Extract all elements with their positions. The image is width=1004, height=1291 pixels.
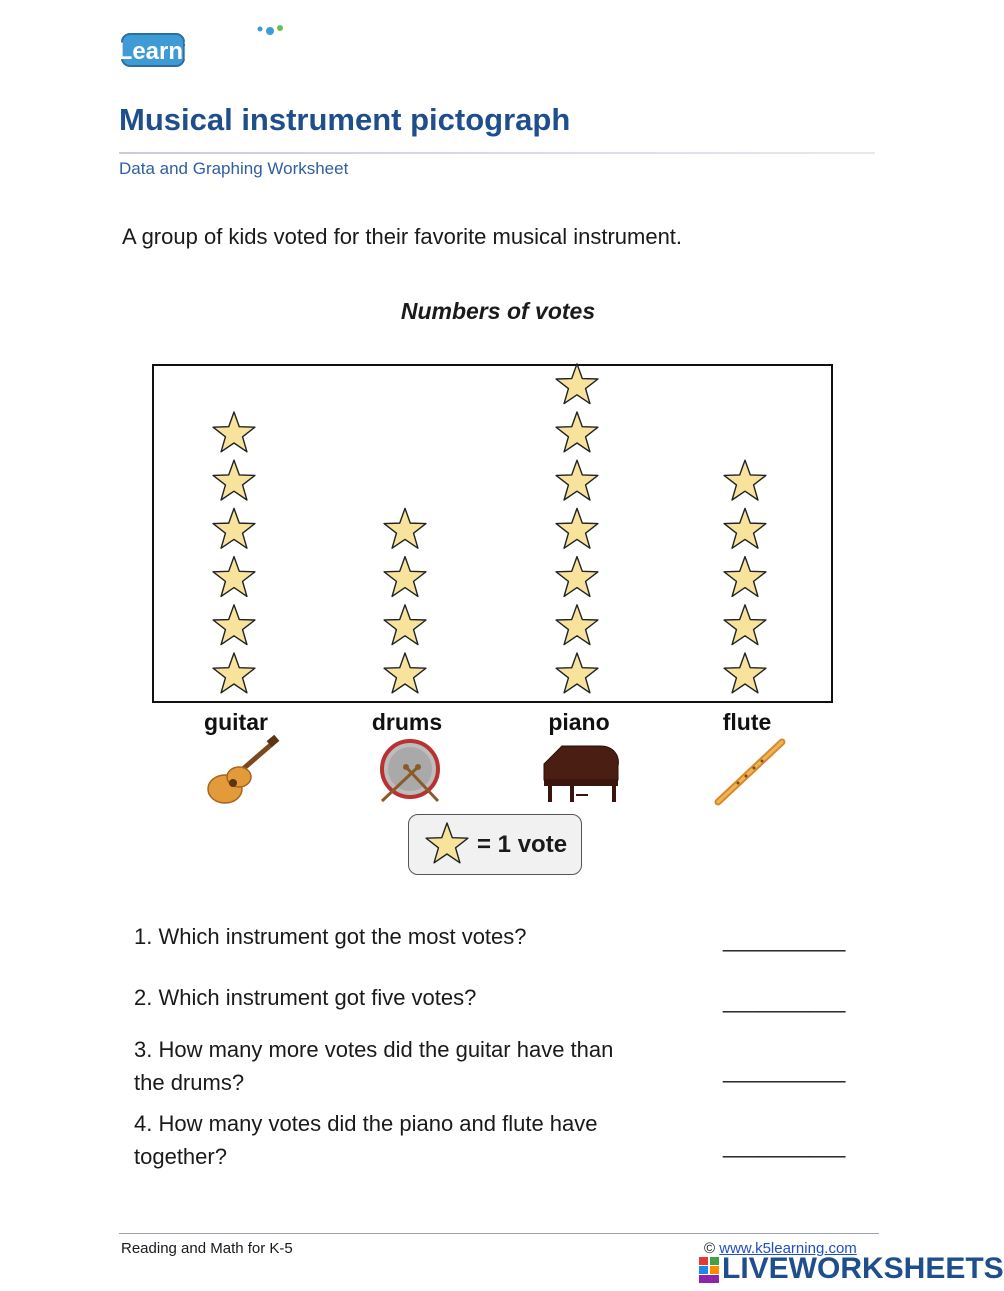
answer-blank-1[interactable]: __________ [723, 927, 846, 952]
star-icon-flute [724, 557, 766, 597]
question-text-line: together? [134, 1144, 227, 1169]
category-label-flute: flute [722, 709, 772, 735]
website-link[interactable]: www.k5learning.com [719, 1240, 857, 1257]
question-text-line: 1. Which instrument got the most votes? [134, 924, 527, 949]
star-icon-piano [556, 557, 598, 597]
star-icon-piano [556, 605, 598, 645]
key-star-icon [424, 822, 470, 868]
question-text-line: 4. How many votes did the piano and flute have [134, 1111, 598, 1136]
flute-icon [718, 742, 782, 802]
chart-title: Numbers of votes [400, 298, 596, 324]
star-icon-drums [384, 653, 426, 693]
star-icon-piano [556, 460, 598, 500]
footer-divider [119, 1233, 879, 1234]
chart-frame [153, 365, 832, 702]
liveworksheets-brand: LIVEWORKSHEETS [722, 1252, 1004, 1285]
star-icon-drums [384, 605, 426, 645]
star-icon-guitar [213, 412, 255, 452]
drum-icon [382, 741, 438, 801]
answer-blank-2[interactable]: __________ [723, 988, 846, 1013]
question-2 [134, 981, 476, 1014]
logo-text: K5Learning [86, 38, 220, 65]
star-icon-guitar [213, 653, 255, 693]
category-label-drums: drums [371, 709, 443, 735]
question-1 [134, 920, 527, 953]
copyright-symbol: © [704, 1240, 716, 1257]
footer-tagline: Reading and Math for K-5 [121, 1240, 293, 1257]
page-title: Musical instrument pictograph [119, 102, 571, 137]
star-icon-guitar [213, 557, 255, 597]
page-subtitle: Data and Graphing Worksheet [119, 159, 349, 178]
question-4 [134, 1107, 598, 1173]
star-icon-flute [724, 653, 766, 693]
intro-text: A group of kids voted for their favorite musical instrument. [122, 224, 683, 249]
star-icon-flute [724, 508, 766, 548]
question-text-line: the drums? [134, 1070, 245, 1095]
star-icon-guitar [213, 605, 255, 645]
star-icon-flute [724, 460, 766, 500]
answer-blank-4[interactable]: __________ [723, 1133, 846, 1158]
star-icon-guitar [213, 460, 255, 500]
star-icon-piano [556, 364, 598, 404]
question-text-line: 2. Which instrument got five votes? [134, 985, 477, 1010]
k5-learning-logo [86, 22, 335, 72]
star-icon-drums [384, 557, 426, 597]
answer-blank-3[interactable]: __________ [723, 1058, 846, 1083]
category-label-piano: piano [548, 709, 610, 735]
star-icon-guitar [213, 508, 255, 548]
star-icon-piano [556, 412, 598, 452]
question-3 [134, 1033, 613, 1099]
question-text-line: 3. How many more votes did the guitar have than [134, 1037, 614, 1062]
title-divider [119, 152, 875, 154]
star-icon-flute [724, 605, 766, 645]
liveworksheets-logo-icon [698, 1256, 720, 1284]
guitar-icon [208, 735, 279, 803]
star-icon-piano [556, 653, 598, 693]
star-icon-drums [384, 508, 426, 548]
key-label: = 1 vote [477, 831, 568, 858]
piano-icon [544, 746, 618, 802]
star-icon-piano [556, 508, 598, 548]
category-label-guitar: guitar [204, 709, 268, 735]
